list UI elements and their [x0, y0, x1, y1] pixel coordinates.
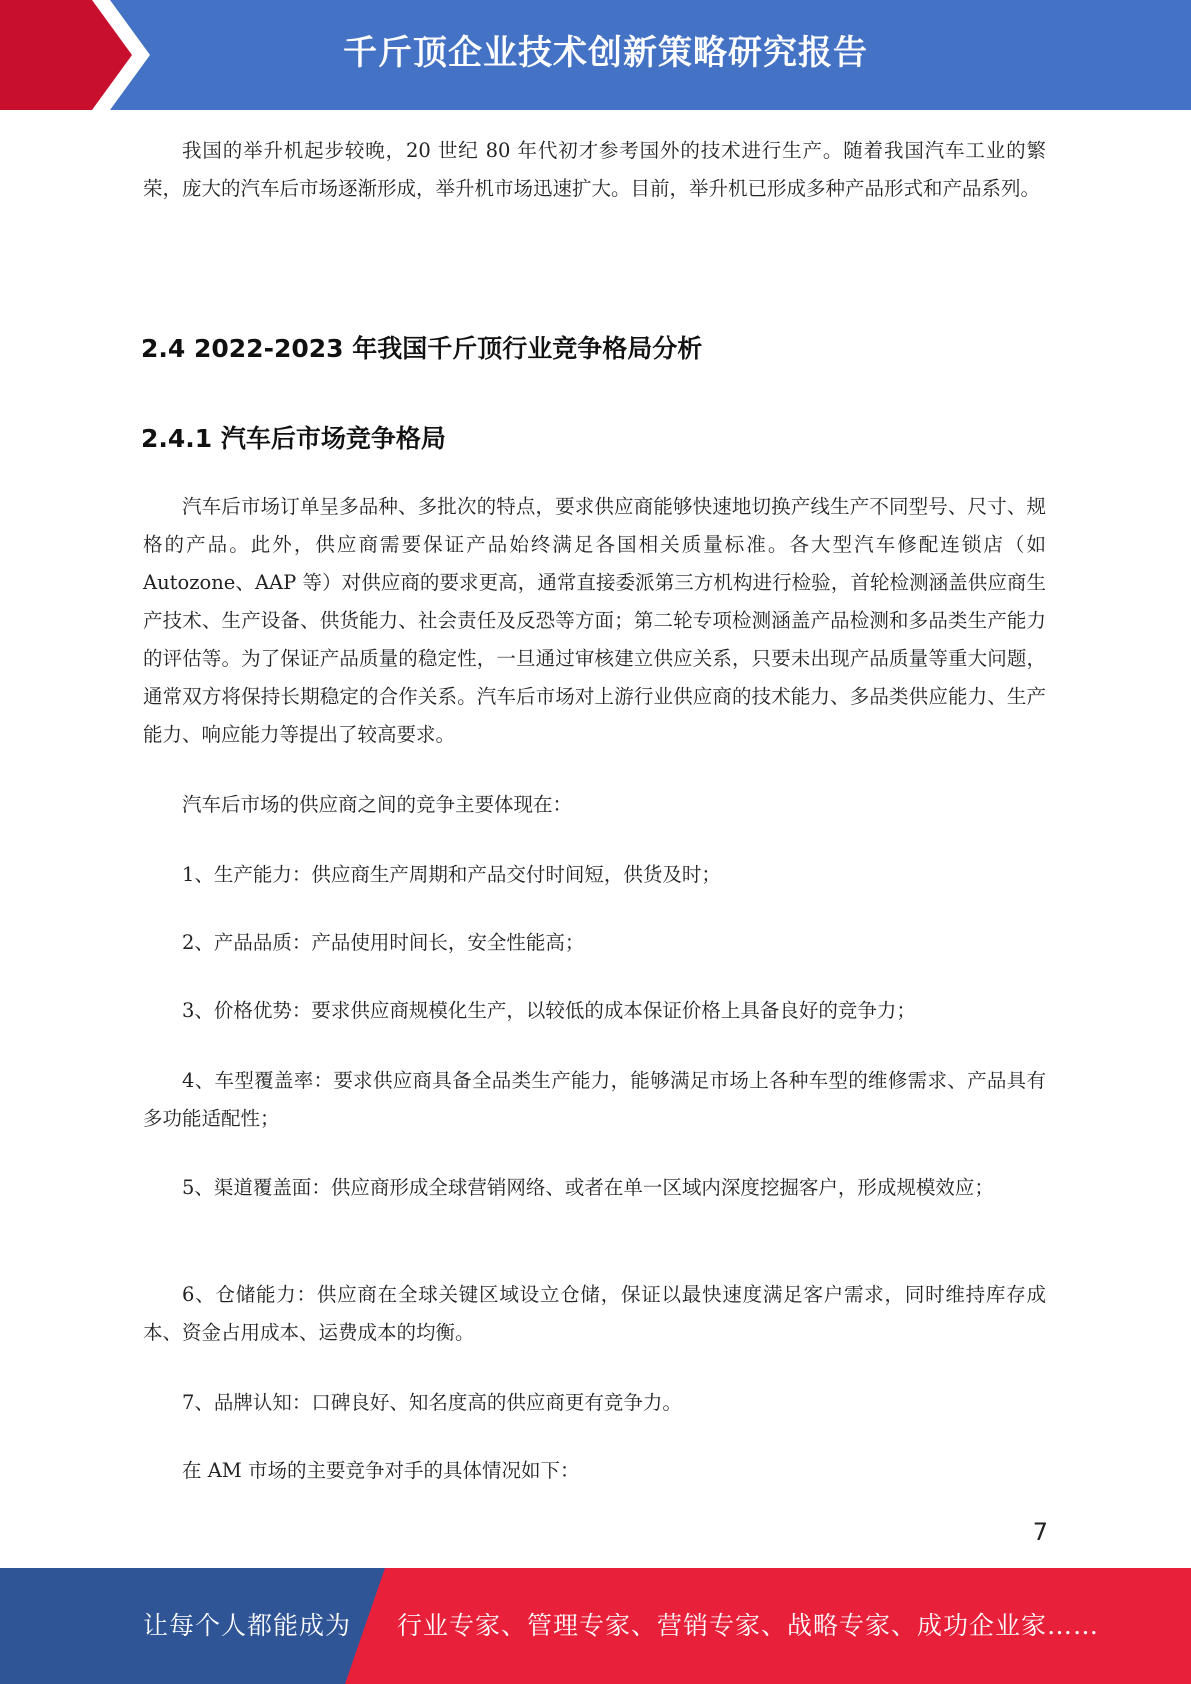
intro-section — [143, 132, 1046, 208]
competition-intro-block — [143, 786, 1046, 824]
report-title: 千斤顶企业技术创新策略研究报告 — [343, 33, 868, 73]
footer-slogan-right: 行业专家、管理专家、营销专家、战略专家、成功企业家…… — [397, 1611, 1100, 1640]
list-item-3 — [143, 992, 1046, 1030]
list-item-text: 2、产品品质：产品使用时间长，安全性能高； — [182, 931, 585, 954]
list-item-text: 7、品牌认知：口碑良好、知名度高的供应商更有竞争力。 — [182, 1391, 682, 1414]
list-item-text: 3、价格优势：要求供应商规模化生产，以较低的成本保证价格上具备良好的竞争力； — [182, 999, 916, 1022]
section-heading: 2.4 2022-2023 年我国千斤顶行业竞争格局分析 — [141, 334, 703, 363]
list-item-4 — [143, 1062, 1046, 1138]
am-market-intro: 在 AM 市场的主要竞争对手的具体情况如下： — [182, 1459, 580, 1482]
intro-paragraph: 我国的举升机起步较晚，20 世纪 80 年代初才参考国外的技术进行生产。随着我国汽车工业的繁荣，庞大的汽车后市场逐渐形成，举升机市场迅速扩大。目前，举升机已形成多种产品形式和产品系列。 — [143, 139, 1046, 200]
list-item-7 — [143, 1384, 1046, 1422]
list-item-2 — [143, 924, 1046, 962]
list-item-5 — [143, 1169, 1046, 1207]
list-item-text: 4、车型覆盖率：要求供应商具备全品类生产能力，能够满足市场上各种车型的维修需求、产品具有多功能适配性； — [143, 1069, 1046, 1130]
market-paragraph-block — [143, 488, 1046, 754]
list-item-6 — [143, 1276, 1046, 1352]
page-number: 7 — [1032, 1518, 1048, 1546]
list-item-text: 6、仓储能力：供应商在全球关键区域设立仓储，保证以最快速度满足客户需求，同时维持库存成本、资金占用成本、运费成本的均衡。 — [143, 1283, 1046, 1344]
list-item-text: 1、生产能力：供应商生产周期和产品交付时间短，供货及时； — [182, 863, 721, 886]
am-market-intro-block — [143, 1452, 1046, 1490]
list-item-text: 5、渠道覆盖面：供应商形成全球营销网络、或者在单一区域内深度挖掘客户，形成规模效应； — [182, 1176, 994, 1199]
footer-slogan-left: 让每个人都能成为 — [143, 1611, 352, 1640]
footer-banner — [0, 1568, 1191, 1684]
subsection-heading: 2.4.1 汽车后市场竞争格局 — [141, 424, 446, 453]
header-banner — [0, 0, 1191, 110]
market-paragraph: 汽车后市场订单呈多品种、多批次的特点，要求供应商能够快速地切换产线生产不同型号、尺寸、规格的产品。此外，供应商需要保证产品始终满足各国相关质量标准。各大型汽车修配连锁店（如 Autozone、AAP 等）对供应商的要求更高，通常直接委派第三方机构进行检验，首轮检测涵盖供应商生产技术、生产设备、供货能力、社会责任及反恐等方面；第二轮专项检测涵盖产品检测和多品类生产能力的评估等。为了保证产品质量的稳定性，一旦通过审核建立供应关系，只要未出现产品质量等重大问题，通常双方将保持长期稳定的合作关系。汽车后市场对上游行业供应商的技术能力、多品类供应能力、生产能力、响应能力等提出了较高要求。 — [143, 495, 1046, 746]
competition-intro: 汽车后市场的供应商之间的竞争主要体现在： — [182, 793, 573, 816]
list-item-1 — [143, 856, 1046, 894]
